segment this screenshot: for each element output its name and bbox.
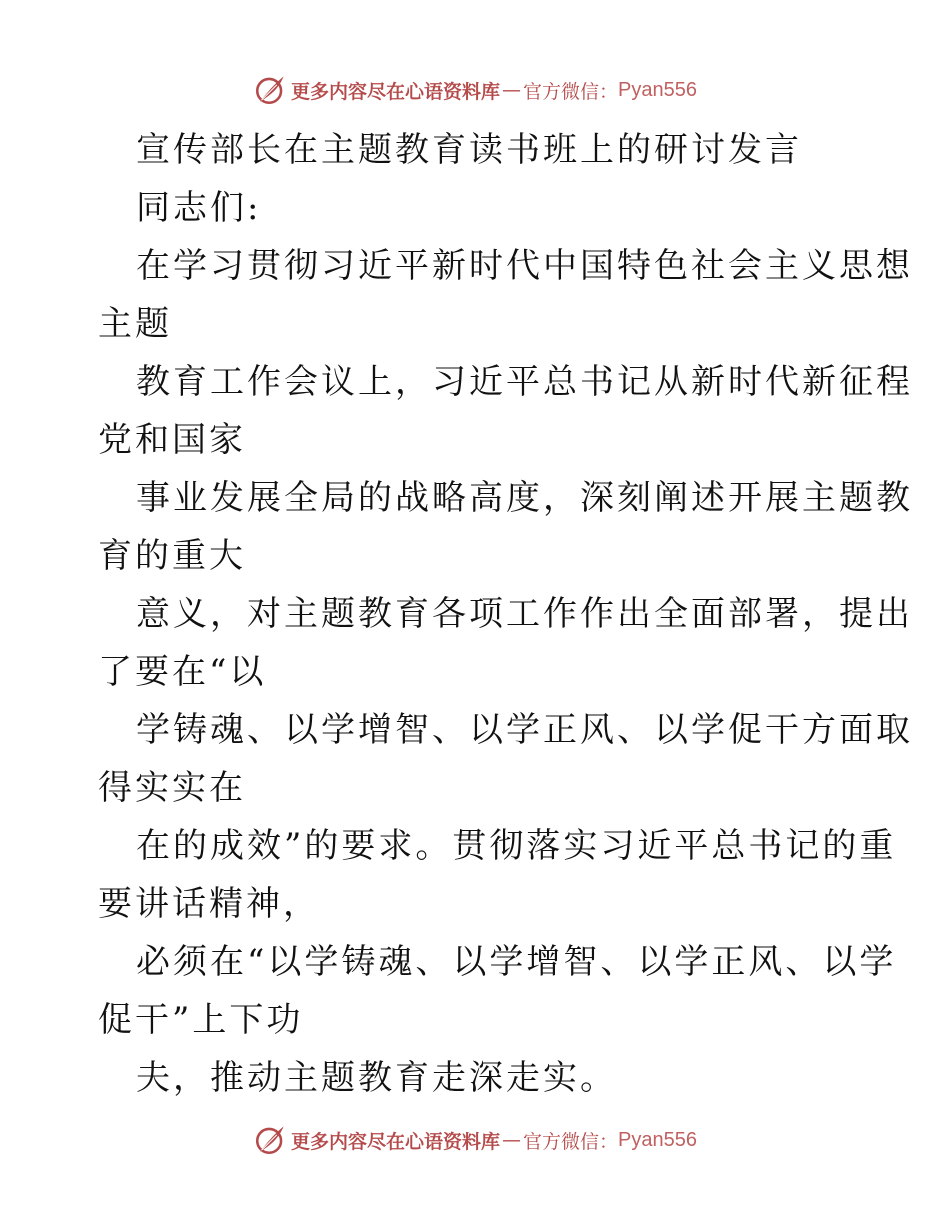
footer-banner xyxy=(0,1120,950,1160)
paragraph-line: 党和国家 xyxy=(98,420,246,460)
banner-slogan: 更多内容尽在心语资料库 xyxy=(291,80,501,103)
banner-wechat-label: 官方微信： xyxy=(523,80,619,103)
quill-pen-logo-icon xyxy=(253,73,287,107)
salutation: 同志们: xyxy=(136,188,262,228)
banner-wechat-label: 官方微信： xyxy=(523,1130,619,1153)
paragraph-line: 学铸魂、以学增智、以学正风、以学促干方面取 xyxy=(136,710,913,750)
banner-slogan: 更多内容尽在心语资料库 xyxy=(291,1130,501,1153)
document-body xyxy=(98,121,913,1107)
banner-dash: — xyxy=(502,1129,522,1151)
banner-dash: — xyxy=(502,79,522,101)
paragraph-line: 促干”上下功 xyxy=(98,1000,304,1040)
paragraph-line: 事业发展全局的战略高度，深刻阐述开展主题教 xyxy=(136,478,913,518)
header-banner xyxy=(0,70,950,110)
paragraph-line: 育的重大 xyxy=(98,536,246,576)
paragraph-line: 主题 xyxy=(98,304,172,344)
paragraph-line: 在学习贯彻习近平新时代中国特色社会主义思想 xyxy=(136,246,913,286)
paragraph-line: 要讲话精神， xyxy=(98,884,320,924)
paragraph-line: 教育工作会议上，习近平总书记从新时代新征程 xyxy=(136,362,913,402)
quill-pen-logo-icon xyxy=(253,1123,287,1157)
paragraph-line: 了要在“以 xyxy=(98,652,267,692)
paragraph-line: 得实实在 xyxy=(98,768,246,808)
paragraph-line: 必须在“以学铸魂、以学增智、以学正风、以学 xyxy=(136,942,897,982)
banner-wechat-id: Pyan556 xyxy=(618,78,697,101)
document-title: 宣传部长在主题教育读书班上的研讨发言 xyxy=(136,130,802,170)
paragraph-line: 在的成效”的要求。贯彻落实习近平总书记的重 xyxy=(136,826,897,866)
paragraph-line: 夫，推动主题教育走深走实。 xyxy=(136,1058,617,1098)
banner-wechat-id: Pyan556 xyxy=(618,1128,697,1151)
paragraph-line: 意义，对主题教育各项工作作出全面部署，提出 xyxy=(136,594,913,634)
